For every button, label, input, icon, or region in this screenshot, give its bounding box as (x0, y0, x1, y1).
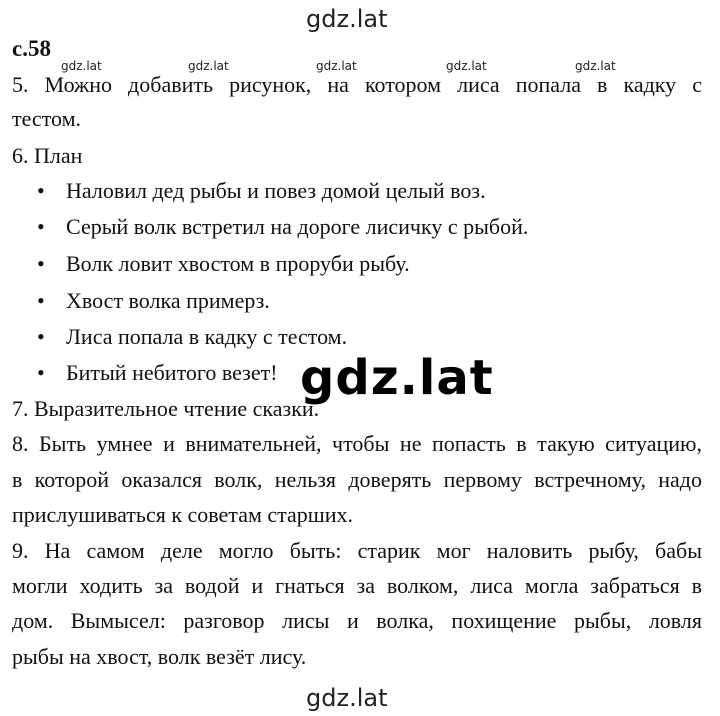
bullet-3-text: Волк ловит хвостом в проруби рыбу. (66, 251, 410, 276)
item-7: 7. Выразительное чтение сказки. (12, 396, 320, 421)
bullet-2-text: Серый волк встретил на дороге лисичку с рыбой. (66, 214, 529, 239)
bullet-4-dot: • (37, 288, 45, 313)
item-8-line-2: в которой оказался волк, нельзя доверять первому встречному, надо (12, 467, 702, 492)
item-9-line-1: 9. На самом деле могло быть: старик мог наловить рыбу, бабы (12, 538, 702, 563)
bullet-1-dot: • (37, 178, 45, 203)
watermark-small-4: gdz.lat (446, 59, 487, 73)
watermark-small-1: gdz.lat (61, 59, 102, 73)
watermark-bottom: gdz.lat (306, 684, 388, 712)
bullet-4-text: Хвост волка примерз. (66, 288, 270, 313)
item-9-line-2: могли ходить за водой и гнаться за волком, лиса могла забраться в (12, 573, 702, 598)
watermark-large: gdz.lat (300, 350, 494, 406)
item-6-label: 6. План (12, 143, 83, 168)
item-9-line-3: дом. Вымысел: разговор лисы и волка, похищение рыбы, ловля (12, 608, 702, 633)
watermark-small-5: gdz.lat (575, 59, 616, 73)
item-8-line-1: 8. Быть умнее и внимательней, чтобы не попасть в такую ситуацию, (12, 431, 702, 456)
item-5-line-1: 5. Можно добавить рисунок, на котором лиса попала в кадку с (12, 72, 702, 97)
watermark-top: gdz.lat (306, 5, 388, 33)
watermark-small-3: gdz.lat (316, 59, 357, 73)
bullet-6-text: Битый небитого везет! (66, 360, 278, 385)
item-9-line-4: рыбы на хвост, волк везёт лису. (12, 644, 307, 669)
bullet-5-text: Лиса попала в кадку с тестом. (66, 324, 348, 349)
bullet-1-text: Наловил дед рыбы и повез домой целый воз. (66, 178, 486, 203)
watermark-small-2: gdz.lat (188, 59, 229, 73)
item-8-line-3: прислушиваться к советам старших. (12, 502, 353, 527)
item-5-line-2: тестом. (12, 106, 82, 131)
bullet-6-dot: • (37, 360, 45, 385)
bullet-3-dot: • (37, 251, 45, 276)
page-heading: с.58 (12, 36, 51, 61)
bullet-5-dot: • (37, 324, 45, 349)
bullet-2-dot: • (37, 214, 45, 239)
